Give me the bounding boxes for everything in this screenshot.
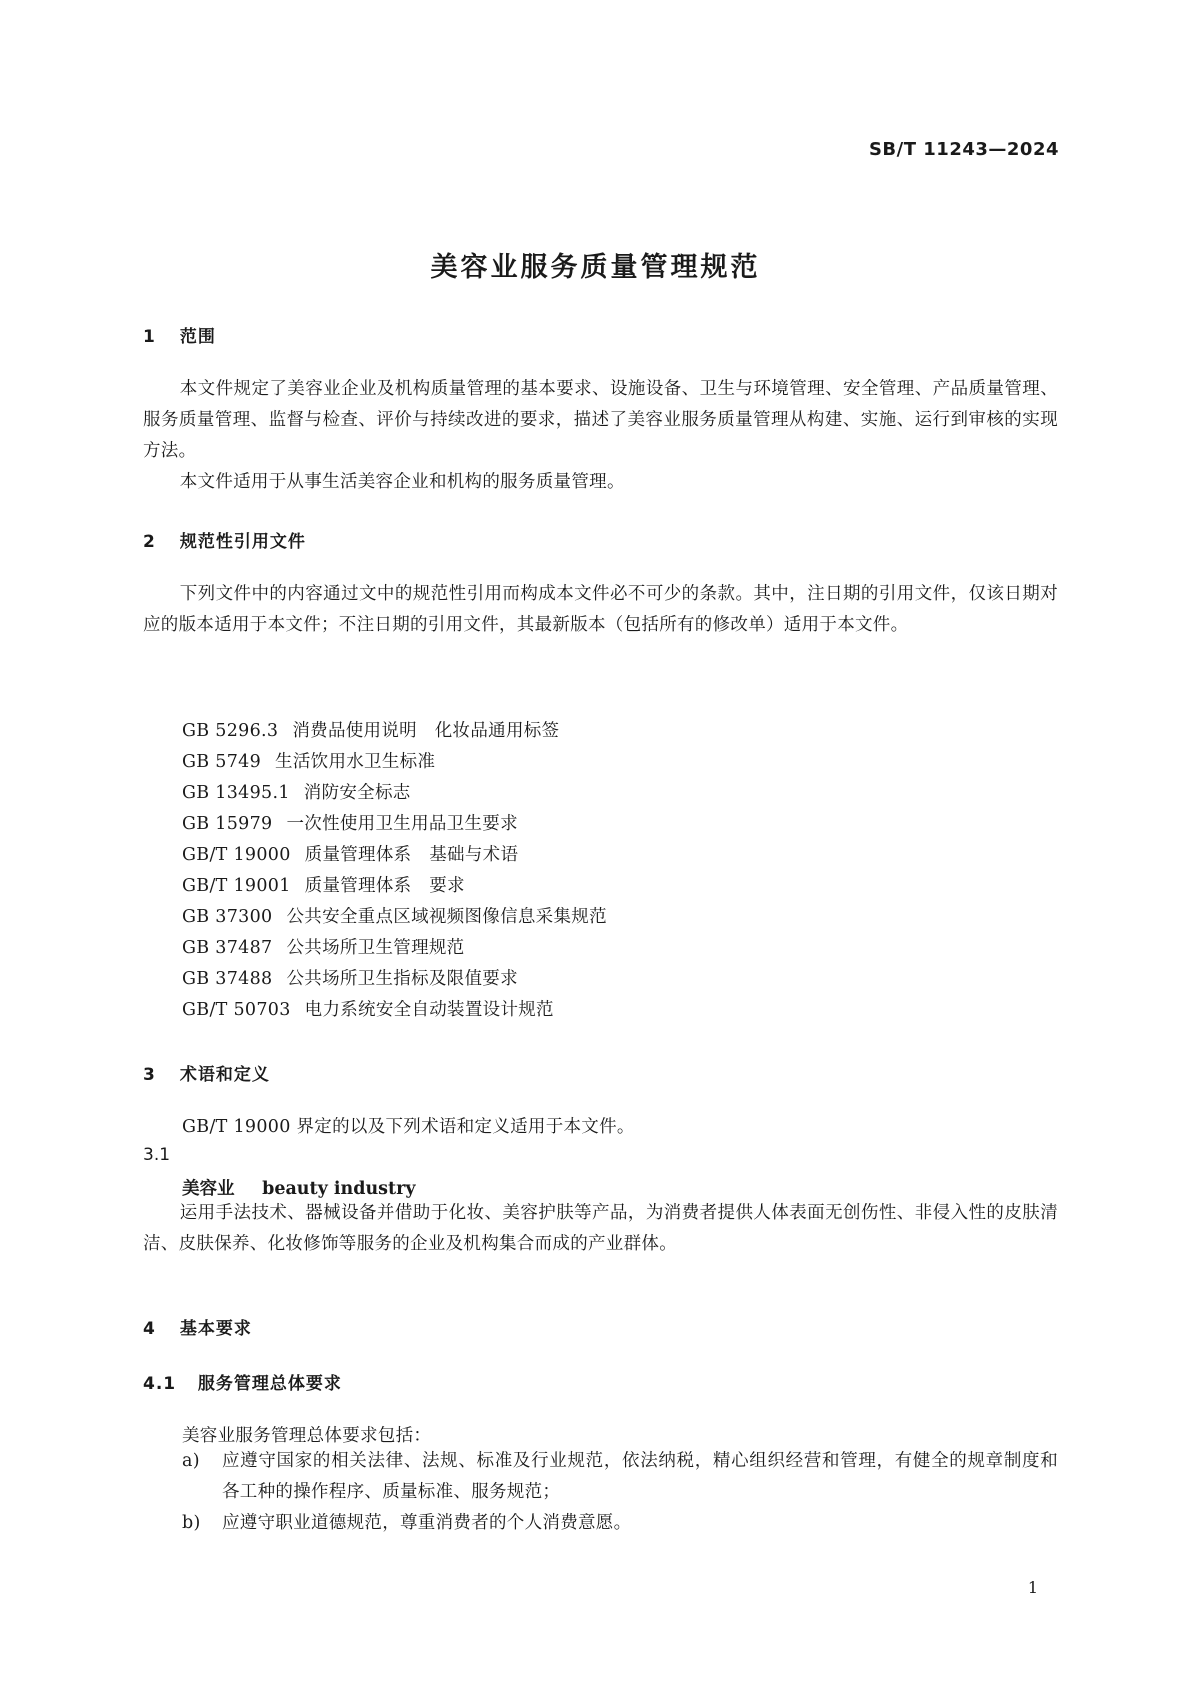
subsection-4-1-heading <box>143 1369 342 1394</box>
reference-code: GB 37488 <box>182 969 273 989</box>
list-marker: b) <box>182 1513 201 1533</box>
section-2-title: 规范性引用文件 <box>179 532 306 552</box>
reference-item <box>182 747 607 778</box>
term-heading <box>182 1175 416 1200</box>
reference-item <box>182 995 607 1026</box>
section-3-intro: GB/T 19000 界定的以及下列术语和定义适用于本文件。 <box>182 1117 635 1137</box>
reference-title: 生活饮用水卫生标准 <box>275 752 436 772</box>
reference-code: GB 37300 <box>182 907 273 927</box>
document-title: 美容业服务质量管理规范 <box>430 252 761 283</box>
reference-item <box>182 716 607 747</box>
reference-code: GB/T 50703 <box>182 1000 291 1020</box>
list-item-b <box>182 1508 1058 1539</box>
reference-title: 电力系统安全自动装置设计规范 <box>304 1000 554 1020</box>
reference-item <box>182 933 607 964</box>
list-item-text: 应遵守职业道德规范，尊重消费者的个人消费意愿。 <box>222 1513 632 1533</box>
section-1-heading <box>143 322 216 347</box>
reference-item <box>182 809 607 840</box>
page-number: 1 <box>1027 1578 1038 1597</box>
section-2-intro: 下列文件中的内容通过文中的规范性引用而构成本文件必不可少的条款。其中，注日期的引用文件，仅该日期对应的版本适用于本文件；不注日期的引用文件，其最新版本（包括所有的修改单）适用于本文件。 <box>143 584 1058 635</box>
section-4-title: 基本要求 <box>179 1319 252 1339</box>
reference-title: 公共场所卫生管理规范 <box>286 938 465 958</box>
reference-item <box>182 840 607 871</box>
reference-code: GB 37487 <box>182 938 273 958</box>
section-3-number: 3 <box>143 1065 156 1085</box>
subsection-4-1-title: 服务管理总体要求 <box>197 1374 342 1394</box>
subsection-4-1-intro: 美容业服务管理总体要求包括： <box>182 1426 432 1446</box>
reference-code: GB/T 19001 <box>182 876 291 896</box>
term-definition: 运用手法技术、器械设备并借助于化妆、美容护肤等产品，为消费者提供人体表面无创伤性、非侵入性的皮肤清洁、皮肤保养、化妆修饰等服务的企业及机构集合而成的产业群体。 <box>143 1203 1058 1254</box>
term-number: 3.1 <box>143 1145 171 1165</box>
reference-title: 质量管理体系 基础与术语 <box>304 845 519 865</box>
reference-code: GB 15979 <box>182 814 273 834</box>
list-item-text: 应遵守国家的相关法律、法规、标准及行业规范，依法纳税，精心组织经营和管理，有健全的规章制度和各工种的操作程序、质量标准、服务规范； <box>222 1451 1058 1502</box>
reference-title: 质量管理体系 要求 <box>304 876 465 896</box>
section-1-paragraph-2: 本文件适用于从事生活美容企业和机构的服务质量管理。 <box>179 472 625 492</box>
reference-item <box>182 964 607 995</box>
standard-code: SB/T 11243—2024 <box>868 139 1059 160</box>
term-name-en: beauty industry <box>262 1179 416 1199</box>
reference-title: 公共场所卫生指标及限值要求 <box>286 969 518 989</box>
section-3-heading <box>143 1060 270 1085</box>
reference-title: 消防安全标志 <box>303 783 411 803</box>
reference-item <box>182 778 607 809</box>
subsection-4-1-number: 4.1 <box>143 1374 177 1394</box>
section-1-number: 1 <box>143 327 156 347</box>
term-name-zh: 美容业 <box>182 1179 235 1199</box>
list-item-a <box>182 1446 1058 1508</box>
section-4-number: 4 <box>143 1319 156 1339</box>
section-3-title: 术语和定义 <box>179 1065 270 1085</box>
reference-title: 一次性使用卫生用品卫生要求 <box>286 814 518 834</box>
reference-item <box>182 902 607 933</box>
section-2-number: 2 <box>143 532 156 552</box>
section-1-paragraph-1: 本文件规定了美容业企业及机构质量管理的基本要求、设施设备、卫生与环境管理、安全管理、产品质量管理、服务质量管理、监督与检查、评价与持续改进的要求，描述了美容业服务质量管理从构建、实施、运行到审核的实现方法。 <box>143 379 1058 461</box>
reference-code: GB/T 19000 <box>182 845 291 865</box>
reference-list <box>182 716 607 1026</box>
list-marker: a) <box>182 1451 200 1471</box>
reference-title: 消费品使用说明 化妆品通用标签 <box>292 721 560 741</box>
section-4-heading <box>143 1314 252 1339</box>
reference-code: GB 5749 <box>182 752 262 772</box>
reference-title: 公共安全重点区域视频图像信息采集规范 <box>286 907 607 927</box>
section-1-title: 范围 <box>179 327 216 347</box>
reference-item <box>182 871 607 902</box>
section-2-heading <box>143 527 306 552</box>
reference-code: GB 5296.3 <box>182 721 279 741</box>
reference-code: GB 13495.1 <box>182 783 290 803</box>
